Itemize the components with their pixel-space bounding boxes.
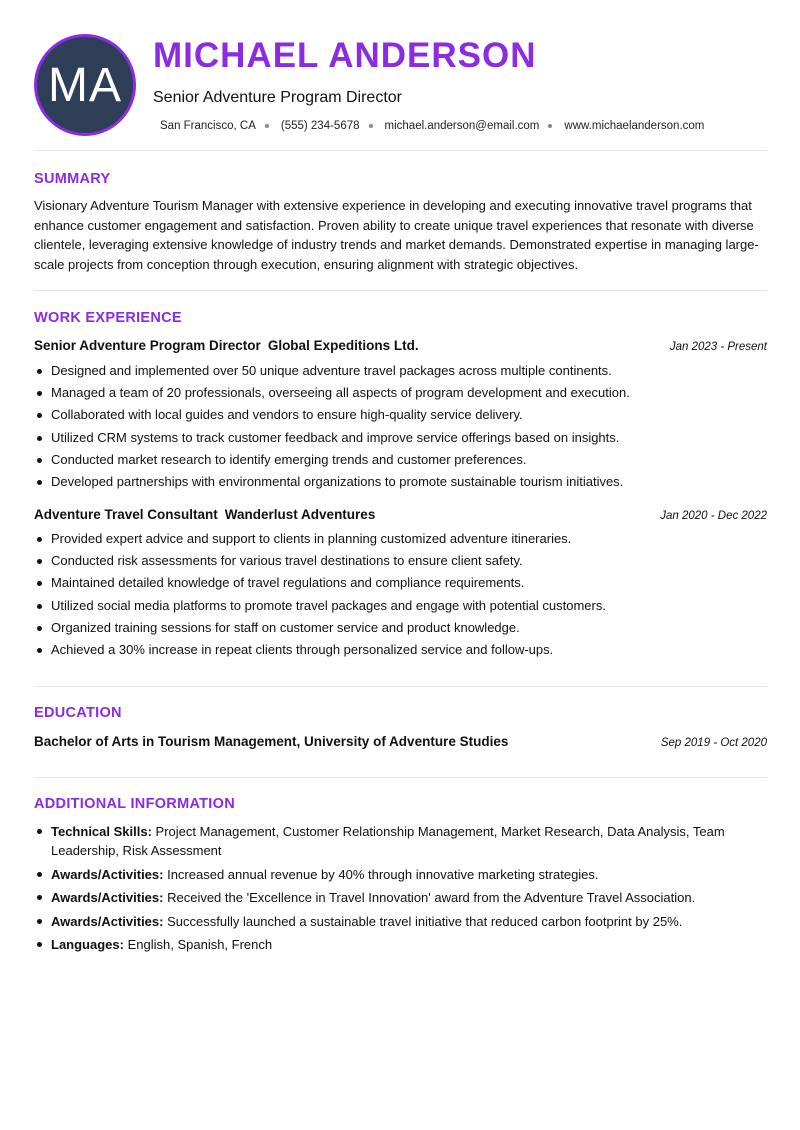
additional-item-text: English, Spanish, French [127,937,273,952]
job-bullet: Maintained detailed knowledge of travel regulations and compliance requirements. [34,572,767,594]
additional-item [34,822,767,860]
section-divider [34,777,767,778]
job-bullet-list [34,360,767,493]
education-degree: Bachelor of Arts in Tourism Management, University of Adventure Studies [34,734,509,749]
job-dates: Jan 2023 - Present [669,341,767,353]
additional-item-text: Successfully launched a sustainable travel initiative that reduced carbon footprint by 25%. [167,913,683,929]
additional-item-label: Technical Skills: [51,824,152,839]
job-header [34,507,767,522]
separator-dot-icon [265,124,269,128]
additional-info-heading: ADDITIONAL INFORMATION [34,796,235,812]
contact-phone: (555) 234-5678 [280,120,360,132]
separator-dot-icon [548,124,552,128]
job-role: Senior Adventure Program Director [34,338,261,353]
job-company: Wanderlust Adventures [224,507,376,522]
contact-location: San Francisco, CA [160,120,256,132]
contact-website[interactable]: www.michaelanderson.com [564,120,705,132]
additional-item-label: Languages: [51,937,124,952]
job-header [34,338,767,353]
job-bullet: Provided expert advice and support to clients in planning customized adventure itineraries. [34,528,767,550]
section-divider [34,150,767,151]
candidate-name: MICHAEL ANDERSON [153,36,537,75]
job-role: Adventure Travel Consultant [34,507,218,522]
additional-item-label: Awards/Activities: [51,890,164,905]
job-bullet: Developed partnerships with environmental organizations to promote sustainable tourism initiatives. [34,471,767,493]
work-experience-heading: WORK EXPERIENCE [34,310,182,326]
contact-bar [160,120,760,132]
job-bullet-list [34,528,767,661]
job-bullet: Utilized social media platforms to promote travel packages and engage with potential customers. [34,595,767,617]
additional-item-text: Increased annual revenue by 40% through innovative marketing strategies. [167,866,599,882]
avatar [34,34,136,136]
additional-item [34,912,767,931]
job-dates: Jan 2020 - Dec 2022 [660,510,767,522]
job-bullet: Conducted risk assessments for various travel destinations to ensure client safety. [34,550,767,572]
job-company: Global Expeditions Ltd. [267,338,419,353]
separator-dot-icon [369,124,373,128]
candidate-title: Senior Adventure Program Director [153,89,402,106]
additional-item-text: Project Management, Customer Relationship Management, Market Research, Data Analysis, Team Leadership, Risk Assessment [51,824,725,858]
job-title [34,338,419,353]
education-heading: EDUCATION [34,705,122,721]
job-bullet: Conducted market research to identify emerging trends and customer preferences. [34,449,767,471]
job-bullet: Achieved a 30% increase in repeat clients through personalized service and follow-ups. [34,639,767,661]
additional-item [34,888,767,907]
additional-item-text: Received the 'Excellence in Travel Innovation' award from the Adventure Travel Association. [167,890,696,905]
additional-item-label: Awards/Activities: [51,866,164,882]
contact-email[interactable]: michael.anderson@email.com [384,120,540,132]
additional-info-list [34,822,767,959]
summary-heading: SUMMARY [34,171,111,187]
additional-item [34,935,767,954]
job-bullet: Organized training sessions for staff on customer service and product knowledge. [34,617,767,639]
summary-text: Visionary Adventure Tourism Manager with extensive experience in developing and executing innovative travel programs that enhance customer engagement and satisfaction. Proven ability to create unique travel experiences that resonate with diverse clientele, leveraging extensive knowledge of industry trends and market demands. Demonstrated expertise in managing large-scale projects from conception through execution, ensuring alignment with strategic objectives. [34,198,759,272]
education-entry [34,734,767,749]
education-dates: Sep 2019 - Oct 2020 [660,737,767,749]
job-bullet: Managed a team of 20 professionals, overseeing all aspects of program development and execution. [34,382,767,404]
section-divider [34,290,767,291]
additional-item [34,865,767,884]
additional-item-label: Awards/Activities: [51,913,164,929]
job-bullet: Collaborated with local guides and vendors to ensure high-quality service delivery. [34,404,767,426]
job-bullet: Designed and implemented over 50 unique adventure travel packages across multiple continents. [34,360,767,382]
section-divider [34,686,767,687]
avatar-initials: MA [48,58,122,112]
job-bullet: Utilized CRM systems to track customer feedback and improve service offerings based on insights. [34,427,767,449]
job-title [34,507,375,522]
